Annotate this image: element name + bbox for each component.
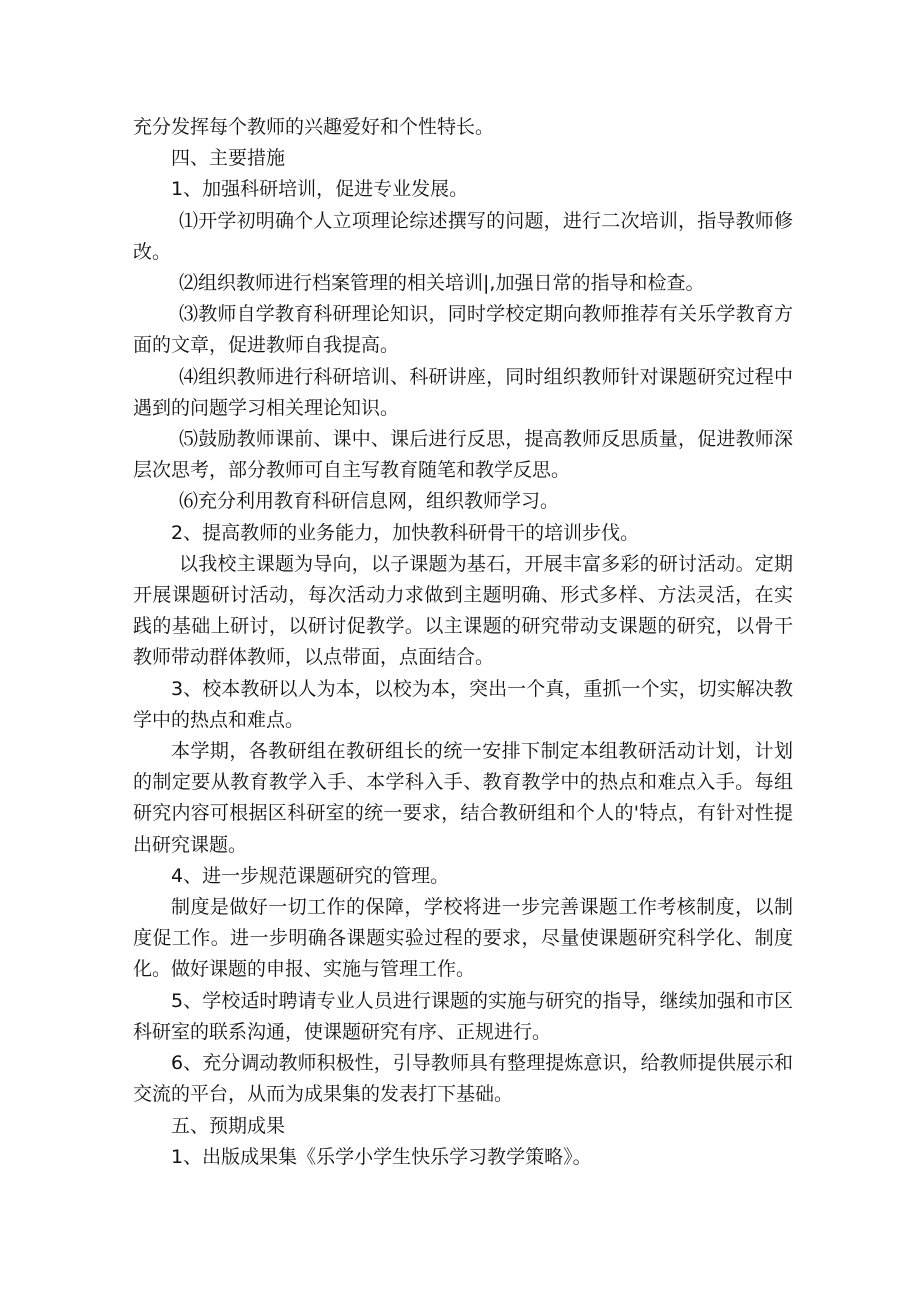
measure-4-heading: 4、进一步规范课题研究的管理。 <box>171 864 450 887</box>
measure-1-heading: 1、加强科研培训，促进专业发展。 <box>171 178 469 201</box>
measure-3-body: 本学期，各教研组在教研组长的统一安排下制定本组教研活动计划，计划的制定要从教育教学入手、本学科入手、教育教学中的热点和难点入手。每组研究内容可根据区科研室的统一要求，结合教研组和个人的'特点，有针对性提出研究课题。 <box>133 740 793 856</box>
measure-4-body: 制度是做好一切工作的保障，学校将进一步完善课题工作考核制度，以制度促工作。进一步明确各课题实验过程的要求，尽量使课题研究科学化、制度化。做好课题的申报、实施与管理工作。 <box>133 896 793 981</box>
paragraph-continuation: 充分发挥每个教师的兴趣爱好和个性特长。 <box>133 116 495 138</box>
section-heading-expected-results: 五、预期成果 <box>171 1114 286 1137</box>
measure-2-heading: 2、提高教师的业务能力，加快教科研骨干的培训步伐。 <box>171 521 640 544</box>
measure-1-item-5: ⑸鼓励教师课前、课中、课后进行反思，提高教师反思质量，促进教师深层次思考，部分教师可自主写教育随笔和教学反思。 <box>133 428 793 482</box>
measure-1-item-6: ⑹充分利用教育科研信息网，组织教师学习。 <box>179 490 560 513</box>
measure-1-item-2: ⑵组织教师进行档案管理的相关培训|,加强日常的指导和检查。 <box>179 272 705 295</box>
measure-6-paragraph: 6、充分调动教师积极性，引导教师具有整理提炼意识，给教师提供展示和交流的平台，从而为成果集的发表打下基础。 <box>133 1052 793 1106</box>
measure-5-paragraph: 5、学校适时聘请专业人员进行课题的实施与研究的指导，继续加强和市区科研室的联系沟通，使课题研究有序、正规进行。 <box>133 989 793 1043</box>
measure-1-item-4: ⑷组织教师进行科研培训、科研讲座，同时组织教师针对课题研究过程中遇到的问题学习相关理论知识。 <box>133 365 793 419</box>
section-heading-main-measures: 四、主要措施 <box>171 147 286 170</box>
measure-1-item-3: ⑶教师自学教育科研理论知识，同时学校定期向教师推荐有关乐学教育方面的文章，促进教师自我提高。 <box>133 303 793 357</box>
document-body <box>133 112 793 1173</box>
measure-3-heading: 3、校本教研以人为本，以校为本，突出一个真，重抓一个实，切实解决教学中的热点和难点。 <box>133 677 793 731</box>
measure-1-item-1: ⑴开学初明确个人立项理论综述撰写的问题，进行二次培训，指导教师修改。 <box>133 209 793 263</box>
measure-2-body: 以我校主课题为导向，以子课题为基石，开展丰富多彩的研讨活动。定期开展课题研讨活动，每次活动力求做到主题明确、形式多样、方法灵活，在实践的基础上研讨，以研讨促教学。以主课题的研究带动支课题的研究，以骨干教师带动群体教师，以点带面，点面结合。 <box>133 552 793 669</box>
expected-result-1: 1、出版成果集《乐学小学生快乐学习教学策略》。 <box>171 1145 592 1168</box>
